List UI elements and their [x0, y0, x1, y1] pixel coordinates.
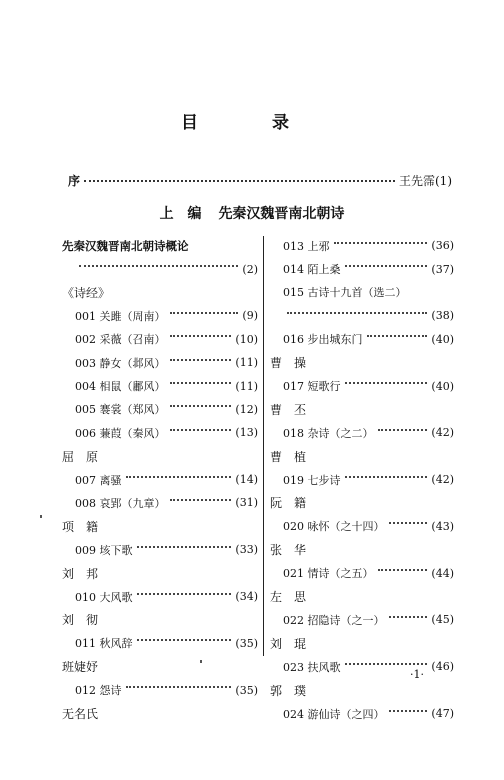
entry-title: 007 离骚	[75, 473, 122, 487]
toc-entry[interactable]	[62, 421, 258, 444]
leader-dots	[389, 522, 428, 524]
toc-entry[interactable]	[62, 468, 258, 491]
page-title: 目 录	[181, 113, 323, 133]
toc-entry[interactable]	[270, 608, 454, 631]
entry-title: 006 蒹葭（秦风）	[75, 426, 166, 440]
entry-page: (36)	[431, 239, 454, 253]
leader-dots	[334, 242, 428, 244]
toc-heading	[270, 585, 454, 608]
leader-dots	[389, 710, 428, 712]
entry-title: 左 思	[270, 590, 307, 605]
leader-dots	[137, 593, 232, 595]
entry-title: 先秦汉魏晋南北朝诗概论	[62, 238, 189, 253]
entry-page: (40)	[431, 379, 454, 393]
section-name: 先秦汉魏晋南北朝诗	[218, 206, 345, 222]
entry-page: (35)	[235, 636, 258, 650]
toc-heading	[62, 608, 258, 631]
entry-title: 郭 璞	[270, 683, 307, 698]
entry-page: (42)	[431, 473, 454, 487]
entry-title: 刘 邦	[62, 566, 99, 581]
entry-title: 012 怨诗	[75, 684, 122, 698]
toc-entry[interactable]	[270, 281, 454, 304]
preface-label: 序	[68, 174, 81, 188]
toc-entry[interactable]	[62, 538, 258, 561]
preface-page: (1)	[435, 174, 452, 188]
toc-heading	[62, 655, 258, 678]
leader-dots	[367, 335, 428, 337]
entry-title: 004 相鼠（鄘风）	[75, 380, 166, 394]
entry-title: 项 籍	[62, 519, 99, 534]
column-divider	[263, 236, 264, 656]
entry-title: 011 秋风辞	[75, 637, 133, 651]
entry-title: 003 静女（邶风）	[75, 356, 166, 370]
leader-dots	[287, 312, 427, 314]
leader-dots	[84, 180, 395, 182]
entry-page: (44)	[431, 566, 454, 580]
toc-entry[interactable]	[62, 678, 258, 701]
entry-title: 刘 琨	[270, 636, 307, 651]
toc-entry[interactable]	[270, 328, 454, 351]
toc-heading	[62, 281, 258, 304]
entry-page: (33)	[235, 543, 258, 557]
entry-title: 刘 彻	[62, 613, 99, 628]
toc-heading	[270, 678, 454, 701]
section-heading	[0, 203, 504, 223]
entry-title: 015 古诗十九首（选二）	[283, 286, 407, 300]
entry-page: (46)	[431, 660, 454, 674]
entry-title: 023 扶风歌	[283, 660, 341, 674]
entry-page: (45)	[431, 613, 454, 627]
toc-entry[interactable]	[270, 304, 454, 327]
toc-entry[interactable]	[270, 655, 454, 678]
entry-title: 018 杂诗（之二）	[283, 426, 374, 440]
entry-page: (11)	[235, 379, 258, 393]
toc-heading	[62, 561, 258, 584]
toc-entry[interactable]	[270, 257, 454, 280]
entry-title: 《诗经》	[62, 285, 111, 300]
entry-page: (2)	[242, 262, 258, 276]
toc-entry[interactable]	[270, 421, 454, 444]
toc-heading	[62, 515, 258, 538]
leader-dots	[389, 616, 428, 618]
entry-title: 曹 植	[270, 449, 307, 464]
toc-heading	[62, 234, 258, 257]
leader-dots	[345, 476, 428, 478]
entry-title: 005 褰裳（郑风）	[75, 403, 166, 417]
toc-heading	[62, 702, 258, 725]
leader-dots	[170, 359, 232, 361]
entry-page: (11)	[235, 356, 258, 370]
entry-page: (31)	[235, 496, 258, 510]
entry-title: 022 招隐诗（之一）	[283, 613, 385, 627]
entry-title: 016 步出城东门	[283, 333, 363, 347]
leader-dots	[345, 382, 428, 384]
toc-entry[interactable]	[270, 515, 454, 538]
toc-heading	[270, 445, 454, 468]
entry-page: (9)	[242, 309, 258, 323]
entry-title: 009 垓下歌	[75, 543, 133, 557]
toc-heading	[270, 398, 454, 421]
entry-title: 曹 丕	[270, 402, 307, 417]
toc-entry[interactable]	[62, 351, 258, 374]
entry-title: 010 大风歌	[75, 590, 133, 604]
preface-entry[interactable]	[68, 172, 452, 189]
leader-dots	[137, 639, 232, 641]
entry-page: (37)	[431, 262, 454, 276]
leader-dots	[378, 569, 428, 571]
entry-page: (12)	[235, 402, 258, 416]
toc-left-column	[62, 234, 258, 725]
entry-title: 013 上邪	[283, 239, 330, 253]
leader-dots	[170, 312, 239, 314]
entry-page: (42)	[431, 426, 454, 440]
entry-page: (47)	[431, 707, 454, 720]
toc-entry[interactable]	[270, 561, 454, 584]
leader-dots	[378, 429, 428, 431]
entry-page: (40)	[431, 332, 454, 346]
entry-page: (38)	[431, 309, 454, 323]
entry-title: 屈 原	[62, 449, 99, 464]
toc-entry[interactable]	[62, 632, 258, 655]
toc-entry[interactable]	[62, 304, 258, 327]
entry-title: 014 陌上桑	[283, 263, 341, 277]
leader-dots	[137, 546, 232, 548]
leader-dots	[126, 686, 232, 688]
leader-dots	[345, 265, 428, 267]
toc-heading	[270, 491, 454, 514]
toc-entry[interactable]	[62, 585, 258, 608]
toc-heading	[62, 445, 258, 468]
section-part: 上 编	[159, 206, 202, 222]
entry-title: 017 短歌行	[283, 380, 341, 394]
toc-entry[interactable]	[62, 491, 258, 514]
entry-title: 020 咏怀（之十四）	[283, 520, 385, 534]
toc-heading	[270, 632, 454, 655]
toc-entry[interactable]	[270, 468, 454, 491]
leader-dots	[345, 663, 428, 665]
entry-title: 班婕妤	[62, 660, 99, 675]
entry-title: 阮 籍	[270, 496, 307, 511]
toc-entry[interactable]	[270, 234, 454, 257]
toc-heading	[270, 351, 454, 374]
entry-title: 001 关雎（周南）	[75, 309, 166, 323]
entry-page: (43)	[431, 519, 454, 533]
leader-dots	[79, 265, 238, 267]
toc-entry[interactable]	[62, 257, 258, 280]
entry-page: (35)	[235, 683, 258, 697]
toc-entry[interactable]	[270, 702, 454, 725]
entry-page: (10)	[235, 332, 258, 346]
entry-page: (34)	[235, 590, 258, 604]
entry-title: 张 华	[270, 543, 307, 558]
entry-page: (13)	[235, 426, 258, 440]
entry-title: 024 游仙诗（之四）	[283, 707, 385, 721]
entry-title: 002 采薇（召南）	[75, 333, 166, 347]
preface-author: 王先霈	[398, 174, 435, 188]
toc-entry[interactable]	[62, 328, 258, 351]
scan-speck	[40, 515, 42, 518]
entry-title: 008 哀郢（九章）	[75, 496, 166, 510]
leader-dots	[170, 499, 232, 501]
leader-dots	[170, 429, 232, 431]
scan-speck	[200, 660, 202, 663]
toc-entry[interactable]	[270, 374, 454, 397]
toc-entry[interactable]	[62, 398, 258, 421]
leader-dots	[170, 405, 232, 407]
page-number: ·1·	[410, 668, 424, 681]
leader-dots	[126, 476, 232, 478]
toc-entry[interactable]	[62, 374, 258, 397]
entry-page: (14)	[235, 473, 258, 487]
entry-title: 019 七步诗	[283, 473, 341, 487]
entry-title: 021 情诗（之五）	[283, 567, 374, 581]
toc-right-column	[270, 234, 454, 725]
leader-dots	[170, 335, 232, 337]
entry-title: 曹 操	[270, 356, 307, 371]
entry-title: 无名氏	[62, 707, 99, 721]
toc-heading	[270, 538, 454, 561]
leader-dots	[170, 382, 232, 384]
